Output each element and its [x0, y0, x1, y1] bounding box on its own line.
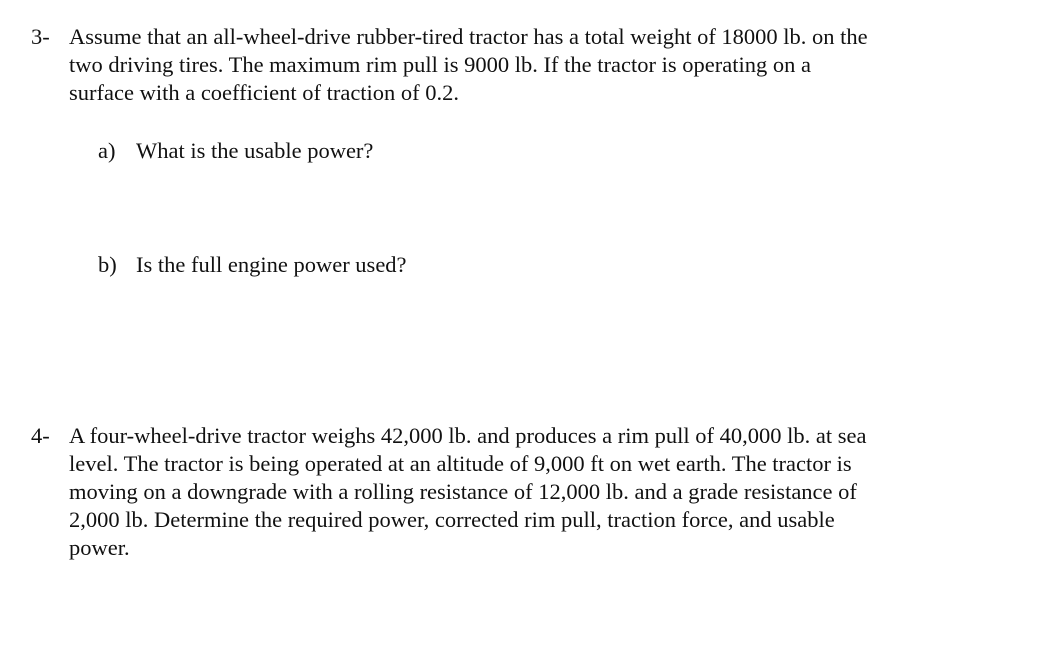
- question-3b-label: b): [98, 252, 117, 277]
- problem-4-line-5: power.: [69, 535, 130, 560]
- problem-3: [31, 23, 971, 107]
- problem-4-line-4: 2,000 lb. Determine the required power, corrected rim pull, traction force, and usable: [69, 507, 835, 532]
- problem-4-statement: [69, 422, 971, 562]
- problem-3-line-1: Assume that an all-wheel-drive rubber-tired tractor has a total weight of 18000 lb. on the: [69, 24, 868, 49]
- question-3b: [98, 251, 407, 279]
- problem-4-line-2: level. The tractor is being operated at an altitude of 9,000 ft on wet earth. The tractor is: [69, 451, 852, 476]
- problem-4: [31, 422, 971, 562]
- question-3a-label: a): [98, 138, 116, 163]
- problem-3-number: 3-: [31, 24, 50, 49]
- problem-3-line-3: surface with a coefficient of traction of 0.2.: [69, 80, 460, 105]
- problem-4-line-1: A four-wheel-drive tractor weighs 42,000 lb. and produces a rim pull of 40,000 lb. at sea: [69, 423, 867, 448]
- problem-3-statement: [69, 23, 971, 107]
- question-3a-text: What is the usable power?: [136, 138, 374, 163]
- problem-3-line-2: two driving tires. The maximum rim pull is 9000 lb. If the tractor is operating on a: [69, 52, 811, 77]
- problem-4-number: 4-: [31, 423, 50, 448]
- question-3a: [98, 137, 373, 165]
- problem-4-line-3: moving on a downgrade with a rolling resistance of 12,000 lb. and a grade resistance of: [69, 479, 857, 504]
- question-3b-text: Is the full engine power used?: [136, 252, 407, 277]
